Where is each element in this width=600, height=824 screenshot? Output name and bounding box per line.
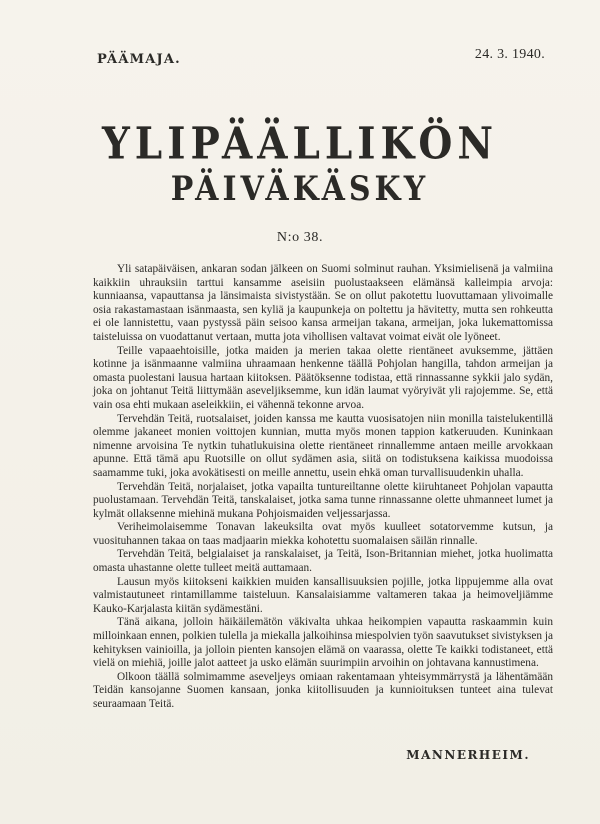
paragraph: Lausun myös kiitokseni kaikkien muiden kansallisuuksien pojille, jotka lippujemme alla ovat valmistautuneet rintamillamme taisteluun. Kansalaisiamme valtameren takaa ja heimoveljiämme Kauko-Karjalasta kiitän sydämestäni. [93,575,553,615]
paragraph: Tänä aikana, jolloin häikäilemätön väkivalta uhkaa heikompien vapautta raskaammin kuin milloinkaan ennen, polkien tulella ja miekalla jalkoihinsa miespolvien työn saavutukset sivistyksen ja kehityksen vainioilla, ja jolloin pienten kansojen elämä on vaarassa, olette Te kaikki todistaneet, että vielä on miehiä, joille jalot aatteet ja usko elämän suurimpiin arvoihin on johtavana kannustimena. [93,616,553,670]
title-line-1: YLIPÄÄLLIKÖN [101,118,499,170]
order-number: N:o 38. [276,230,324,245]
header-date: 24. 3. 1940. [474,47,545,62]
paragraph: Olkoon täällä solmimamme aseveljeys omiaan rakentamaan yhteisymmärrystä ja lähentämään Teidän kansojanne Suomen kansaan, jonka kiitollisuuden ja kunnioituksen tunteet aina tulevat seuraamaan Teitä. [93,670,553,710]
paragraph: Tervehdän Teitä, norjalaiset, jotka vapailta tuntureiltanne olette kiiruhtaneet Pohjolan vapautta puolustamaan. Tervehdän Teitä, tanskalaiset, jotka sama tunne rinnassanne olette uhmanneet lumet ja kylmät ollaksenne miehinä mukana Pohjoismaiden veljessarjassa. [93,480,553,520]
paragraph: Veriheimolaisemme Tonavan lakeuksilta ovat myös kuulleet sotatorvemme kutsun, ja vuosituhannen takaa on taas madjaarin miekka kohotettu suomalaisen säilän rinnalle. [93,521,553,547]
paragraph: Yli satapäiväisen, ankaran sodan jälkeen on Suomi solminut rauhan. Yksimielisenä ja valmiina kaikkiin uhrauksiin tarttui kansamme aseisiin puolustaakseen elämänsä kalleimpia arvoja: kunniaansa, vapauttansa ja länsimaista sivistystään. Se on ollut pakotettu luovuttamaan ylivoimalle osia rakastamastaan isänmaasta, sen kyliä ja kaupunkeja on poltettu ja hävitetty, mutta sen rohkeutta ei ole lannistettu, vaan pystyssä päin seisoo kansa armeijan takana, armeijan, joka lukemattomissa taisteluissa on vuodattanut vertaan, mutta jota vihollisen valtavat voimat eivät ole lyöneet. [93,263,553,343]
paragraph: Tervehdän Teitä, ruotsalaiset, joiden kanssa me kautta vuosisatojen niin monilla taistelukentillä olemme jakaneet monien voittojen kunnian, mutta myös monen tappion katkeruuden. Kuninkaan nimenne arvoisina Te nytkin tuhatlukuisina olette rientäneet rinnallemme antaen meille arvokkaan apunne. Että tämä apu Ruotsille on ollut sydämen asia, siitä on todistuksena kaikissa muodoissa saamamme tuki, joka avokätisesti on meille annettu, usein ehkä oman turvallisuudenkin uhalla. [93,412,553,479]
paragraph: Tervehdän Teitä, belgialaiset ja ranskalaiset, ja Teitä, Ison-Britannian miehet, jotka huolimatta omasta uhastanne olette tulleet meitä auttamaan. [93,548,553,575]
signature: MANNERHEIM. [406,748,530,762]
title-line-2: PÄIVÄKÄSKY [170,169,430,210]
paragraph: Teille vapaaehtoisille, jotka maiden ja merien takaa olette rientäneet avuksemme, jättäen kotinne ja isänmaanne valmiina uhraamaan henkenne täällä Pohjolan hangilla, tahdon armeijan ja omasta puolestani lausua hartaan kiitoksen. Päätöksenne todistaa, että rinnassanne sykkii jalo sydän, joka on johtanut Teitä liittymään aseveljiksemme, kun idän laumat vyöryivät yli rajojemme. Se, että vain osa ehti mukaan aseleikkiin, ei vähennä tekonne arvoa. [93,344,553,411]
header-place: PÄÄMAJA. [97,52,181,67]
document-body [93,263,553,712]
